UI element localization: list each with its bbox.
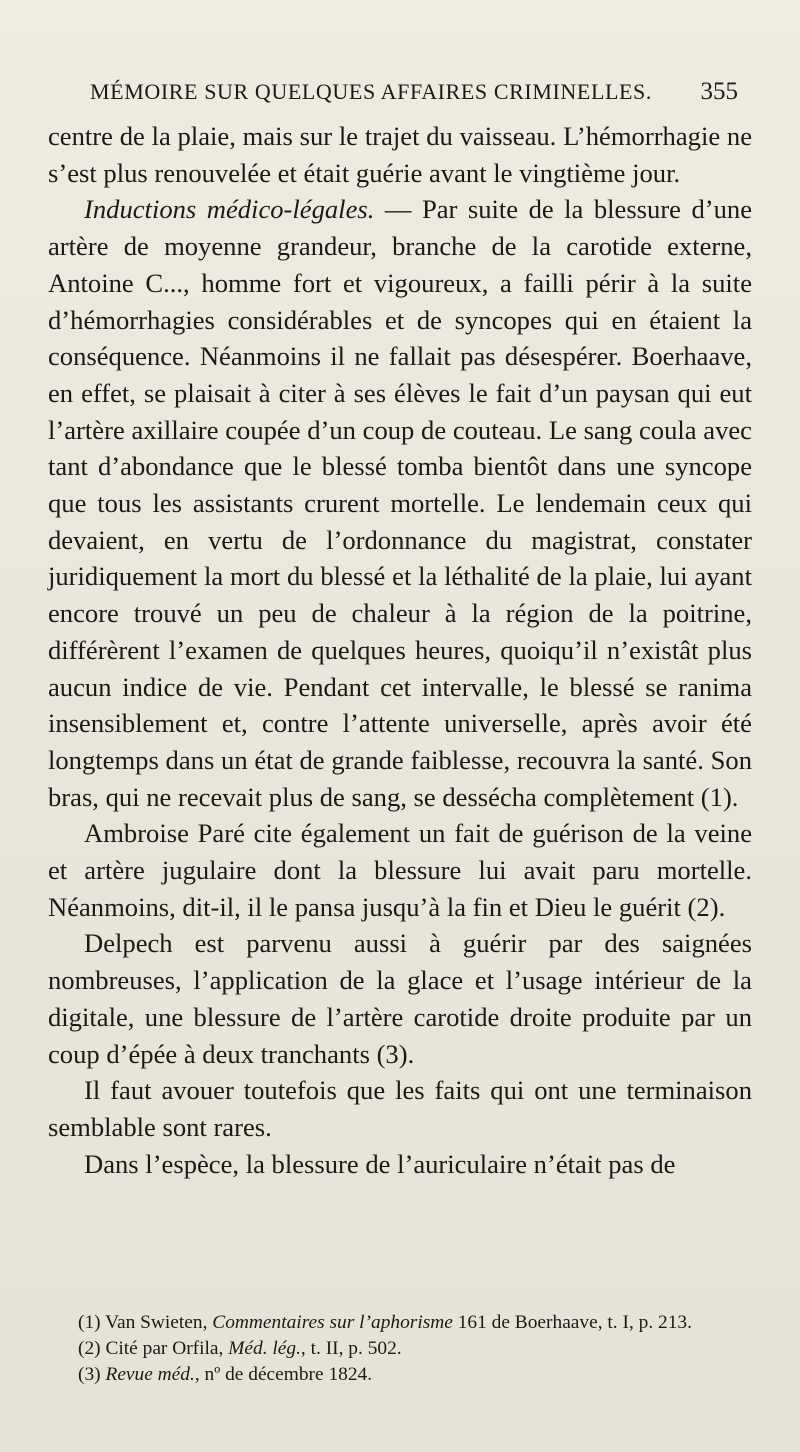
text-run: centre de la plaie, mais sur le trajet du vaisseau. L’hémorrhagie ne s’est plus renouvelée et était guérie avant le vingtième jour.	[48, 121, 752, 188]
page-number: 355	[700, 78, 738, 105]
text-run: , nº de décembre 1824.	[194, 1364, 373, 1385]
paragraph	[48, 1072, 752, 1145]
italic-text: Méd. lég.	[228, 1338, 301, 1359]
paragraph	[48, 815, 752, 925]
running-title: MÉMOIRE SUR QUELQUES AFFAIRES CRIMINELLES.	[90, 79, 652, 104]
text-run: Delpech est parvenu aussi à guérir par des saignées nombreuses, l’application de la glace et l’usage intérieur de la digitale, une blessure de l’artère carotide droite produite par un coup d’épée à deux tranchants (3).	[48, 928, 752, 1069]
paragraph	[48, 925, 752, 1072]
text-run: — Par suite de la blessure d’une artère de moyenne grandeur, branche de la carotide externe, Antoine C..., homme fort et vigoureux, a failli périr à la suite d’hémorrhagies considérables et de syncopes qui en étaient la conséquence. Néanmoins il ne fallait pas désespérer. Boerhaave, en effet, se plaisait à citer à ses élèves le fait d’un paysan qui eut l’artère axillaire coupée d’un coup de couteau. Le sang coula avec tant d’abondance que le blessé tomba bientôt dans une syncope que tous les assistants crurent mortelle. Le lendemain ceux qui devaient, en vertu de l’ordonnance du magistrat, constater juridiquement la mort du blessé et la léthalité de la plaie, lui ayant encore trouvé un peu de chaleur à la région de la poitrine, différèrent l’examen de quelques heures, quoiqu’il n’existât plus aucun indice de vie. Pendant cet intervalle, le blessé se ranima insensiblement et, contre l’attente universelle, après avoir été longtemps dans un état de grande faiblesse, recouvra la santé. Son bras, qui ne recevait plus de sang, se dessécha complètement (1).	[48, 194, 753, 812]
footnote	[60, 1336, 750, 1362]
footnotes	[60, 1310, 750, 1388]
text-run: (2) Cité par Orfila,	[78, 1338, 229, 1359]
text-run: , t. II, p. 502.	[300, 1338, 402, 1359]
running-header	[90, 78, 738, 106]
text-run: (3)	[78, 1364, 106, 1385]
body-text	[48, 118, 752, 1182]
italic-text: Commentaires sur l’aphorisme	[212, 1312, 453, 1333]
text-run: Il faut avouer toutefois que les faits qui ont une terminaison semblable sont rares.	[48, 1075, 752, 1142]
footnote	[60, 1362, 750, 1388]
text-run: Ambroise Paré cite également un fait de guérison de la veine et artère jugulaire dont la blessure lui avait paru mortelle. Néanmoins, dit-il, il le pansa jusqu’à la fin et Dieu le guérit (2).	[48, 818, 752, 922]
italic-text: Revue méd.	[105, 1364, 195, 1385]
text-run: (1) Van Swieten,	[78, 1312, 213, 1333]
paragraph	[48, 1146, 752, 1183]
italic-text: Inductions médico-légales.	[84, 194, 375, 225]
footnote	[60, 1310, 750, 1336]
paragraph	[48, 191, 752, 815]
paragraph	[48, 118, 752, 191]
text-run: Dans l’espèce, la blessure de l’auriculaire n’était pas de	[84, 1148, 676, 1179]
text-run: 161 de Boerhaave, t. I, p. 213.	[452, 1312, 692, 1333]
